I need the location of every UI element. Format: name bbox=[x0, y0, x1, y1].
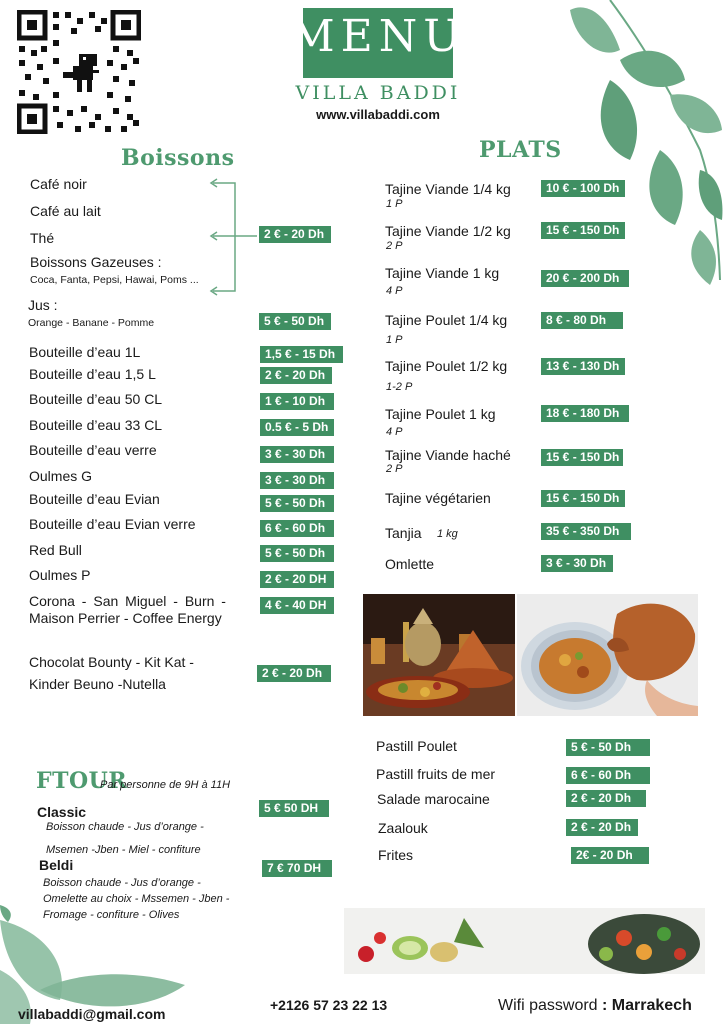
email-link[interactable]: villabaddi@gmail.com bbox=[18, 1006, 166, 1022]
bracket-arrow-icon bbox=[205, 176, 260, 298]
list-item: Zaalouk bbox=[378, 820, 428, 836]
list-item: Tajine Poulet 1/4 kg bbox=[385, 312, 508, 328]
list-item: Kinder Beuno -Nutella bbox=[29, 676, 166, 692]
list-item: Tajine Poulet 1 kg bbox=[385, 406, 496, 422]
plats-title: PLATS bbox=[479, 137, 562, 163]
list-item: Bouteille d’eau verre bbox=[29, 442, 157, 458]
list-item: Bouteille d’eau 1,5 L bbox=[29, 366, 156, 382]
list-item: Corona - San Miguel - Burn - bbox=[29, 593, 226, 609]
wifi-label: Wifi password bbox=[498, 997, 598, 1014]
ftour-title: FTOUR bbox=[36, 768, 128, 794]
list-item: Chocolat Bounty - Kit Kat - bbox=[29, 654, 194, 670]
list-item: Oulmes G bbox=[29, 468, 93, 484]
brand-name: VILLA BADDI bbox=[295, 82, 461, 104]
list-item: Bouteille d’eau 1L bbox=[29, 344, 141, 360]
price-badge: 5 € - 50 Dh bbox=[260, 545, 334, 562]
item-detail: Boisson chaude - Jus d’orange - bbox=[46, 821, 204, 833]
food-photo bbox=[344, 908, 705, 974]
list-item: Tajine Viande 1/2 kg bbox=[385, 223, 511, 239]
price-badge: 2 € - 20 Dh bbox=[566, 819, 638, 836]
item-persons: 4 P bbox=[386, 426, 403, 438]
tajine-photo bbox=[363, 594, 515, 716]
price-badge: 20 € - 200 Dh bbox=[541, 270, 629, 287]
list-item: Tajine Viande haché bbox=[385, 447, 511, 463]
menu-name-beldi: Beldi bbox=[39, 857, 74, 873]
boissons-title: Boissons bbox=[121, 145, 235, 171]
list-item: Omlette bbox=[385, 556, 435, 572]
item-detail: Omelette au choix - Mssemen - Jben - bbox=[43, 893, 230, 905]
list-item: Tajine Poulet 1/2 kg bbox=[385, 358, 508, 374]
price-badge: 6 € - 60 Dh bbox=[260, 520, 334, 537]
leaf-decoration-icon bbox=[550, 0, 724, 290]
list-item: Pastill Poulet bbox=[376, 738, 457, 754]
price-badge: 18 € - 180 Dh bbox=[541, 405, 629, 422]
price-badge: 2 € - 20 Dh bbox=[260, 367, 332, 384]
item-persons: 1 kg bbox=[437, 528, 458, 540]
item-persons: 1-2 P bbox=[386, 381, 413, 393]
list-item: Jus : bbox=[28, 297, 58, 313]
price-badge: 1 € - 10 Dh bbox=[260, 393, 334, 410]
price-badge: 2 € - 20 Dh bbox=[259, 226, 331, 243]
list-item: Tajine Viande 1/4 kg bbox=[385, 181, 511, 197]
list-item: Maison Perrier - Coffee Energy bbox=[29, 610, 222, 626]
list-item: Tajine Viande 1 kg bbox=[385, 265, 500, 281]
ftour-note: Par personne de 9H à 11H bbox=[100, 779, 231, 791]
list-item: Red Bull bbox=[29, 542, 82, 558]
list-item: Tanjia bbox=[385, 525, 422, 541]
list-item: Café au lait bbox=[30, 203, 101, 219]
price-badge: 2 € - 20 Dh bbox=[257, 665, 331, 682]
list-item: Oulmes P bbox=[29, 567, 91, 583]
price-badge: 2 € - 20 DH bbox=[260, 571, 334, 588]
item-persons: 1 P bbox=[386, 334, 403, 346]
price-badge: 5 € - 50 Dh bbox=[259, 313, 331, 330]
list-item: Boissons Gazeuses : bbox=[30, 254, 162, 270]
wifi-info bbox=[498, 997, 692, 1015]
price-badge: 2 € - 20 Dh bbox=[566, 790, 646, 807]
price-badge: 3 € - 30 Dh bbox=[260, 472, 334, 489]
menu-title: MENU bbox=[289, 11, 467, 62]
list-item: Salade marocaine bbox=[377, 791, 490, 807]
list-item: Pastill fruits de mer bbox=[376, 766, 496, 782]
price-badge: 1,5 € - 15 Dh bbox=[260, 346, 343, 363]
item-persons: 4 P bbox=[386, 285, 403, 297]
website-link[interactable]: www.villabaddi.com bbox=[316, 107, 440, 122]
item-persons: 1 P bbox=[386, 198, 403, 210]
price-badge: 10 € - 100 Dh bbox=[541, 180, 625, 197]
tanjia-photo bbox=[517, 594, 698, 716]
list-item: Café noir bbox=[30, 176, 87, 192]
price-badge: 4 € - 40 DH bbox=[260, 597, 334, 614]
wifi-password: : Marrakech bbox=[597, 997, 692, 1014]
item-detail: Boisson chaude - Jus d’orange - bbox=[43, 877, 201, 889]
price-badge: 7 € 70 DH bbox=[262, 860, 332, 877]
item-persons: 2 P bbox=[386, 240, 403, 252]
price-badge: 15 € - 150 Dh bbox=[541, 490, 625, 507]
list-item: Bouteille d’eau 33 CL bbox=[29, 417, 163, 433]
price-badge: 35 € - 350 Dh bbox=[541, 523, 631, 540]
price-badge: 15 € - 150 Dh bbox=[541, 449, 623, 466]
price-badge: 5 € - 50 Dh bbox=[566, 739, 650, 756]
price-badge: 0.5 € - 5 Dh bbox=[260, 419, 334, 436]
price-badge: 6 € - 60 Dh bbox=[566, 767, 650, 784]
price-badge: 15 € - 150 Dh bbox=[541, 222, 625, 239]
price-badge: 5 € 50 DH bbox=[259, 800, 329, 817]
price-badge: 8 € - 80 Dh bbox=[541, 312, 623, 329]
list-item: Bouteille d’eau Evian bbox=[29, 491, 160, 507]
item-persons: 2 P bbox=[386, 463, 403, 475]
price-badge: 5 € - 50 Dh bbox=[260, 495, 334, 512]
list-item: Bouteille d’eau 50 CL bbox=[29, 391, 163, 407]
phone-number[interactable]: +2126 57 23 22 13 bbox=[270, 997, 388, 1013]
item-detail: Coca, Fanta, Pepsi, Hawai, Poms ... bbox=[30, 274, 199, 286]
list-item: Bouteille d’eau Evian verre bbox=[29, 516, 196, 532]
item-detail: Fromage - confiture - Olives bbox=[43, 909, 180, 921]
price-badge: 13 € - 130 Dh bbox=[541, 358, 625, 375]
price-badge: 2€ - 20 Dh bbox=[571, 847, 649, 864]
list-item: Thé bbox=[30, 230, 55, 246]
price-badge: 3 € - 30 Dh bbox=[541, 555, 613, 572]
item-detail: Msemen -Jben - Miel - confiture bbox=[46, 844, 201, 856]
qr-code-icon bbox=[17, 10, 141, 134]
item-detail: Orange - Banane - Pomme bbox=[28, 317, 155, 329]
price-badge: 3 € - 30 Dh bbox=[260, 446, 334, 463]
list-item: Tajine végétarien bbox=[385, 490, 491, 506]
menu-name-classic: Classic bbox=[37, 804, 87, 820]
list-item: Frites bbox=[378, 847, 413, 863]
